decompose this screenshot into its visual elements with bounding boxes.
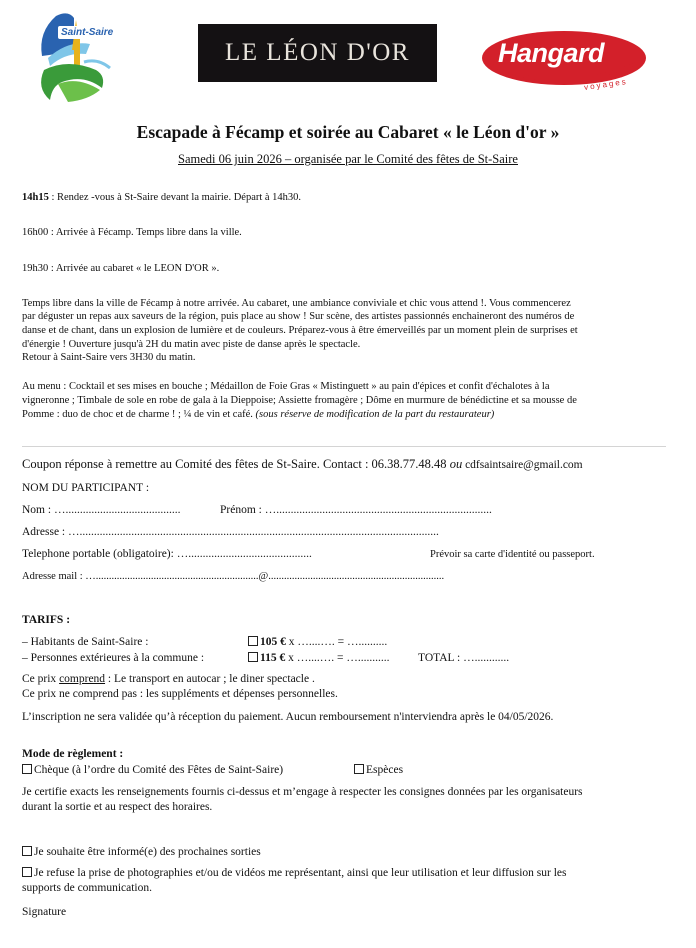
hangard-logo-subtext: voyages (583, 76, 629, 93)
certify-line: Je certifie exacts les renseignements fournis ci-dessus et m’engage à respecter les consignes données par les organisateurs (22, 786, 583, 798)
schedule-item-3: 19h30 : Arrivée au cabaret « le LEON D'OR ». (22, 263, 220, 274)
schedule-time: 14h15 (22, 192, 49, 203)
menu-line: Au menu : Cocktail et ses mises en bouche ; Médaillon de Foie Gras « Mistinguett » au pain d'épices et confit d'échalotes à la (22, 381, 550, 392)
tarif-row-price[interactable] (248, 651, 390, 665)
id-note: Prévoir sa carte d'identité ou passeport. (430, 549, 595, 560)
schedule-item-1 (22, 191, 301, 204)
signature-label: Signature (22, 906, 67, 918)
tarifs-heading: TARIFS : (22, 614, 71, 626)
page-title: Escapade à Fécamp et soirée au Cabaret « le Léon d'or » (136, 122, 560, 142)
checkbox[interactable] (22, 764, 32, 774)
tarif-price: 105 € (260, 636, 286, 648)
saint-saire-logo (28, 10, 124, 108)
includes-prefix: Ce prix (22, 673, 60, 685)
email-field[interactable]: Adresse mail : …..............................................................@................................................................... (22, 571, 445, 582)
coupon-email: cdfsaintsaire@gmail.com (462, 459, 583, 471)
checkbox[interactable] (354, 764, 364, 774)
saint-saire-logo-text: Saint-Saire (58, 26, 116, 39)
includes-text: : Le transport en autocar ; le diner spectacle . (105, 673, 315, 685)
payment-cheque-option[interactable] (22, 763, 283, 777)
checkbox[interactable] (248, 636, 258, 646)
coupon-intro-text: Coupon réponse à remettre au Comité des fêtes de St-Saire. Contact : 06.38.77.48.48 (22, 457, 450, 471)
description-line: par déguster un repas aux saveurs de la région, puis place au show ! Sur scène, des artistes passionnés enchaineront des numéros de (22, 311, 575, 322)
includes-line (22, 672, 315, 686)
leon-dor-logo (198, 24, 437, 82)
total-field[interactable]: TOTAL : …............ (418, 652, 510, 664)
menu-note: (sous réserve de modification de la part du restaurateur) (255, 409, 495, 420)
hangard-logo (480, 24, 648, 102)
tarif-row-label: – Habitants de Saint-Saire : (22, 636, 149, 648)
leon-dor-logo-text: LE LÉON D'OR (225, 39, 410, 66)
description-line: d'énergie ! Ouverture jusqu'à 2H du matin avec piste de danse après le spectacle. (22, 339, 361, 350)
payment-cheque-label: Chèque (à l’ordre du Comité des Fêtes de Saint-Saire) (34, 764, 284, 776)
tarif-row-price[interactable] (248, 635, 387, 649)
description-line: Retour à Saint-Saire vers 3H30 du matin. (22, 352, 196, 363)
adresse-field[interactable]: Adresse : …............................................................................................................................. (22, 526, 439, 538)
tarif-calc: x …....…. = …........... (285, 652, 390, 664)
tarif-price: 115 € (260, 652, 286, 664)
checkbox[interactable] (22, 867, 32, 877)
divider (22, 446, 666, 447)
tarif-calc: x …....…. = ….......... (285, 636, 388, 648)
certify-line: durant la sortie et au respect des horaires. (22, 801, 213, 813)
page-subtitle: Samedi 06 juin 2026 – organisée par le Comité des fêtes de St-Saire (178, 152, 518, 166)
checkbox[interactable] (248, 652, 258, 662)
telephone-field[interactable]: Telephone portable (obligatoire): …........................................... (22, 548, 312, 560)
excludes-line: Ce prix ne comprend pas : les suppléments et dépenses personnelles. (22, 688, 338, 700)
menu-line (22, 408, 494, 421)
payment-heading: Mode de règlement : (22, 748, 124, 760)
photo-refusal-label: Je refuse la prise de photographies et/ou de vidéos me représentant, ainsi que leur utilisation et leur diffusion sur les (34, 867, 567, 879)
includes-keyword: comprend (59, 673, 106, 685)
menu-line: vigneronne ; Timbale de sole en robe de gala à la Dieppoise; Assiette fromagère ; Dôme en murmure de bénédictine et sa mousse de (22, 395, 577, 406)
schedule-item-2: 16h00 : Arrivée à Fécamp. Temps libre dans la ville. (22, 227, 242, 238)
schedule-text: : Rendez -vous à St-Saire devant la mairie. Départ à 14h30. (48, 192, 302, 203)
nom-field[interactable]: Nom : …........................................ (22, 504, 181, 516)
description-line: Temps libre dans la ville de Fécamp à notre arrivée. Au cabaret, une ambiance conviviale et chic vous attend !. Vous commencerez (22, 298, 571, 309)
validation-line: L’inscription ne sera validée qu’à réception du paiement. Aucun remboursement n'interviendra après le 04/05/2026. (22, 711, 554, 723)
prenom-field[interactable]: Prénom : …........................................................................... (220, 504, 492, 516)
coupon-intro (22, 457, 583, 473)
optin-label: Je souhaite être informé(e) des prochaines sorties (34, 846, 261, 858)
checkbox[interactable] (22, 846, 32, 856)
hangard-logo-text: Hangard (498, 38, 605, 68)
participant-heading: NOM DU PARTICIPANT : (22, 482, 150, 494)
tarif-row-label: – Personnes extérieures à la commune : (22, 652, 205, 664)
payment-especes-label: Espèces (366, 764, 404, 776)
photo-refusal-line-2: supports de communication. (22, 882, 152, 894)
photo-refusal-option[interactable] (22, 866, 566, 880)
payment-especes-option[interactable] (354, 763, 403, 777)
menu-last-text: Pomme : duo de choc et de charme ! ; ¼ de vin et café. (22, 409, 256, 420)
optin-option[interactable] (22, 845, 261, 859)
coupon-or: ou (449, 457, 463, 471)
description-line: danse et de chant, dans un explosion de lumière et de couleurs. Préparez-vous à être émerveillés par un moment plein de surprises et (22, 325, 578, 336)
